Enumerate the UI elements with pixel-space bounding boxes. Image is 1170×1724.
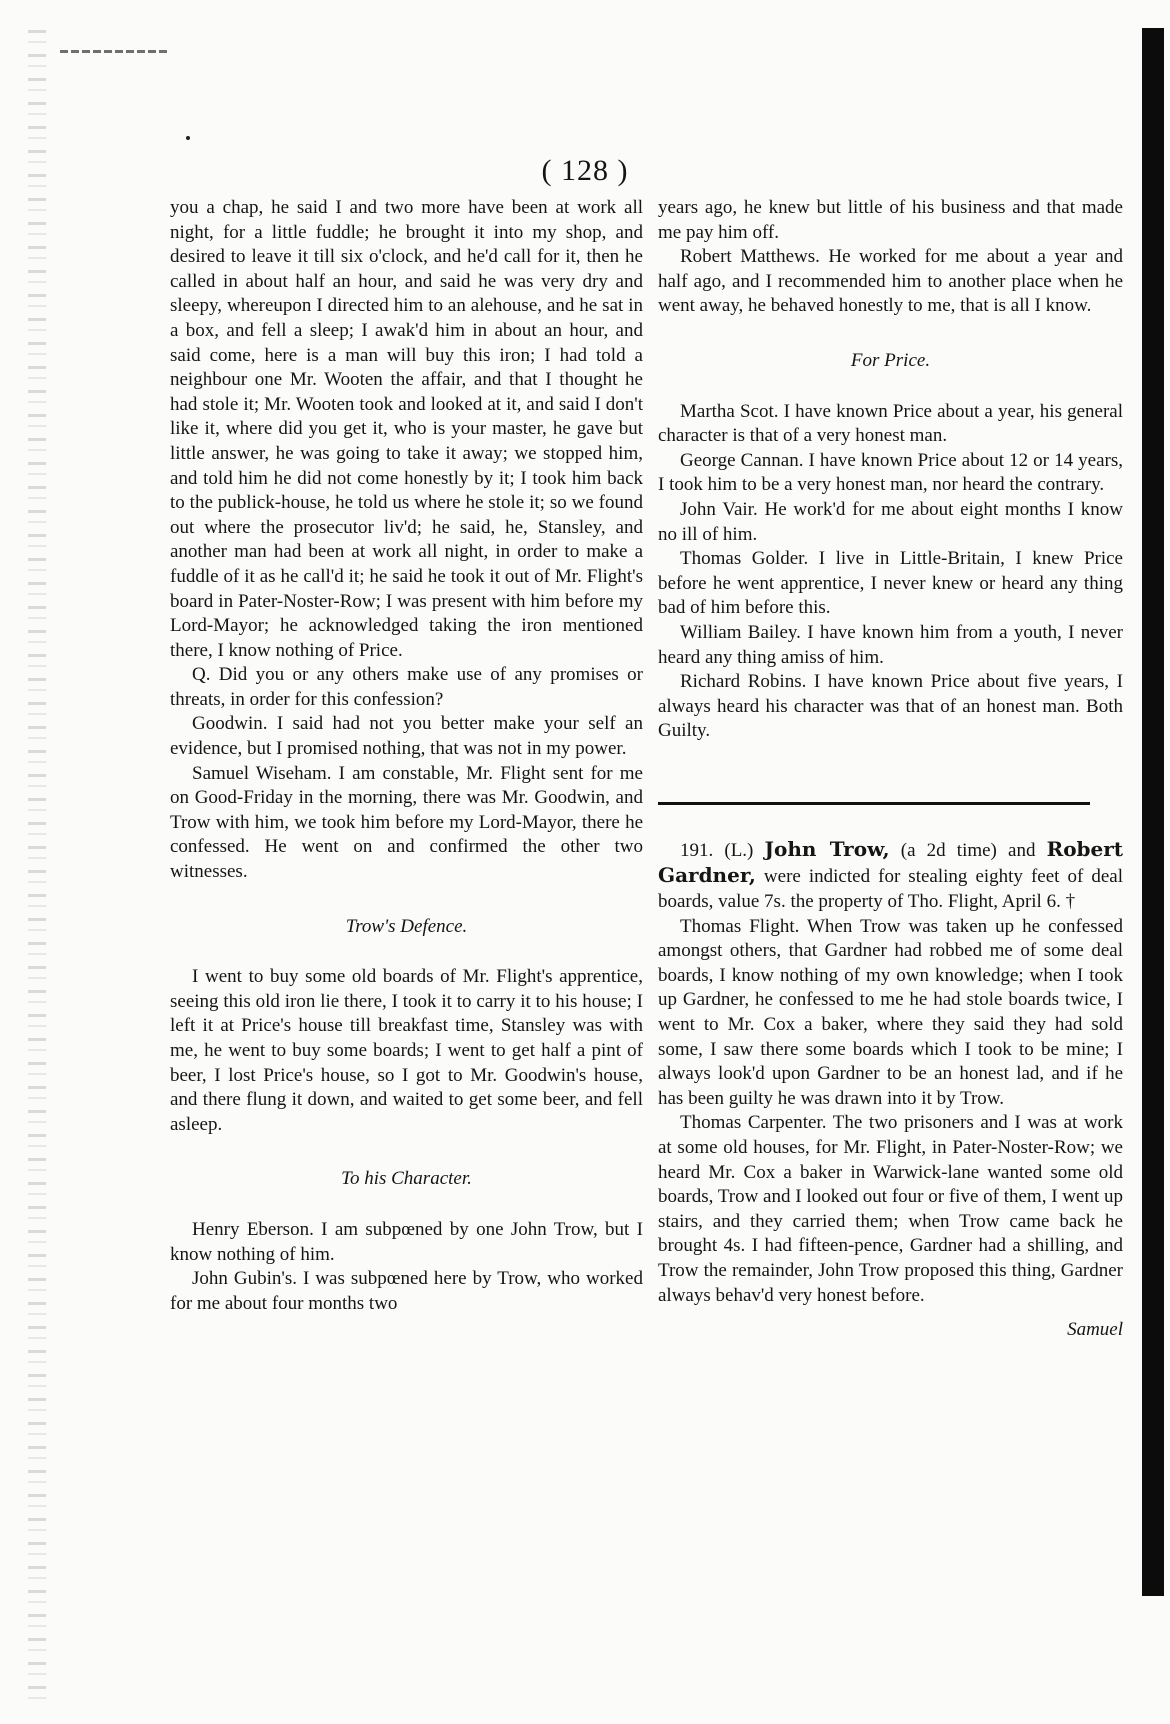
left-paragraph-5: I went to buy some old boards of Mr. Flight's apprentice, seeing this old iron lie there, I took it to carry it to his house; I left it at Price's house till breakfast time, Stansley was with me, he went to buy some boards; I went to get half a pint of beer, I lost Price's house, so I got to Mr. Goodwin's house, and there flung it down, and waited to get some beer, and fell asleep. [170, 966, 643, 1135]
catchword: Samuel [1067, 1319, 1123, 1341]
left-paragraph-2: Q. Did you or any others make use of any promises or threats, in order for this confession? [170, 664, 643, 710]
section-divider-rule [658, 802, 1090, 805]
right-paragraph-11: Thomas Carpenter. The two prisoners and I was at work at some old houses, for Mr. Flight, in Pater-Noster-Row; we heard Mr. Cox a baker in Warwick-lane wanted some old boards, Trow and I looked out four or five of them, I went up stairs, and they carried them; when Trow came back he brought 4s. I had fifteen-pence, Gardner had a shilling, and Trow the remainder, John Trow proposed this thing, Gardner always behav'd very honest before. [658, 1112, 1123, 1306]
stray-dot-mark [186, 136, 190, 140]
scan-dark-edge [1142, 28, 1164, 1596]
top-rule-mark [60, 50, 170, 53]
case-number: 191. (L.) [680, 839, 754, 861]
left-column [170, 196, 643, 1316]
right-paragraph-7: William Bailey. I have known him from a youth, I never heard any thing amiss of him. [658, 621, 1123, 668]
right-paragraph-3: Martha Scot. I have known Price about a year, his general character is that of a very honest man. [658, 400, 1123, 447]
heading-trows-defence: Trow's Defence. [345, 915, 468, 937]
left-paragraph-3: Goodwin. I said had not you better make your self an evidence, but I promised nothing, that was not in my power. [170, 713, 643, 760]
left-paragraph-4: Samuel Wiseham. I am constable, Mr. Flight sent for me on Good-Friday in the morning, there was Mr. Goodwin, and Trow with him, we took him before my Lord-Mayor, there he confessed. He went on and confirmed the other two witnesses. [170, 762, 643, 883]
left-paragraph-6: Henry Eberson. I am subpœned by one John Trow, but I know nothing of him. [170, 1218, 643, 1265]
defendant-name-1: John Trow, [764, 836, 890, 861]
case-indictment: were indicted for stealing eighty feet of deal boards, value 7s. the property of Tho. Flight, April 6. † [658, 866, 1123, 913]
right-paragraph-8: Richard Robins. I have known Price about five years, I always heard his character was that of an honest man. Both Guilty. [658, 671, 1123, 742]
case-connector: (a 2d time) and [900, 839, 1036, 861]
left-paragraph-7: John Gubin's. I was subpœned here by Trow, who worked for me about four months two [170, 1268, 643, 1314]
scan-binding-edge [28, 30, 46, 1710]
right-paragraph-1: years ago, he knew but little of his business and that made me pay him off. [658, 197, 1123, 243]
heading-to-his-character: To his Character. [341, 1168, 472, 1190]
right-paragraph-2: Robert Matthews. He worked for me about a year and half ago, and I recommended him to another place when he went away, he behaved honestly to me, that is all I know. [658, 246, 1123, 317]
right-paragraph-6: Thomas Golder. I live in Little-Britain, I knew Price before he went apprentice, I never knew or heard any thing bad of him before this. [658, 548, 1123, 619]
case-191-paragraph [658, 837, 1123, 915]
page-number: ( 128 ) [541, 154, 629, 187]
heading-for-price: For Price. [850, 349, 931, 371]
right-paragraph-5: John Vair. He work'd for me about eight months I know no ill of him. [658, 498, 1123, 545]
right-column [658, 196, 1123, 1343]
defendant-name-2: Robert Gardner, [658, 836, 1124, 888]
right-paragraph-4: George Cannan. I have known Price about 12 or 14 years, I took him to be a very honest man, nor heard the contrary. [658, 449, 1123, 496]
left-paragraph-1: you a chap, he said I and two more have been at work all night, for a little fuddle; he brought it into my shop, and desired to leave it till six o'clock, and he'd call for it, then he called in about half an hour, and said he was very dry and sleepy, whereupon I directed him to an alehouse, and he sat in a box, and fell a sleep; I awak'd him in about an hour, and said come, here is a man will buy this iron; I had told a neighbour one Mr. Wooten the affair, and that I thought he had stole it; Mr. Wooten took and looked at it, and said I don't like it, where did you get it, who is your master, he gave but little answer, he was going to take it away; we stopped him, and told him he did not come honestly by it; I took him back to the publick-house, he told us where he stole it; so we found out where the prosecutor liv'd; he said, he, Stansley, and another man had been at work all night, in order to make a fuddle of it as he call'd it; he said he took it out of Mr. Flight's board in Pater-Noster-Row; I was present with him before my Lord-Mayor; he acknowledged taking the iron mentioned there, I know nothing of Price. [170, 197, 643, 661]
right-paragraph-10: Thomas Flight. When Trow was taken up he confessed amongst others, that Gardner had robbed me of some deal boards, I know nothing of my own knowledge; when I took up Gardner, he confessed to me he had stole boards twice, I went to Mr. Cox a baker, where they said they had sold some, I saw there some boards which I took to be mine; I always look'd upon Gardner to be an honest lad, and if he has been guilty he was drawn into it by Trow. [658, 915, 1123, 1109]
